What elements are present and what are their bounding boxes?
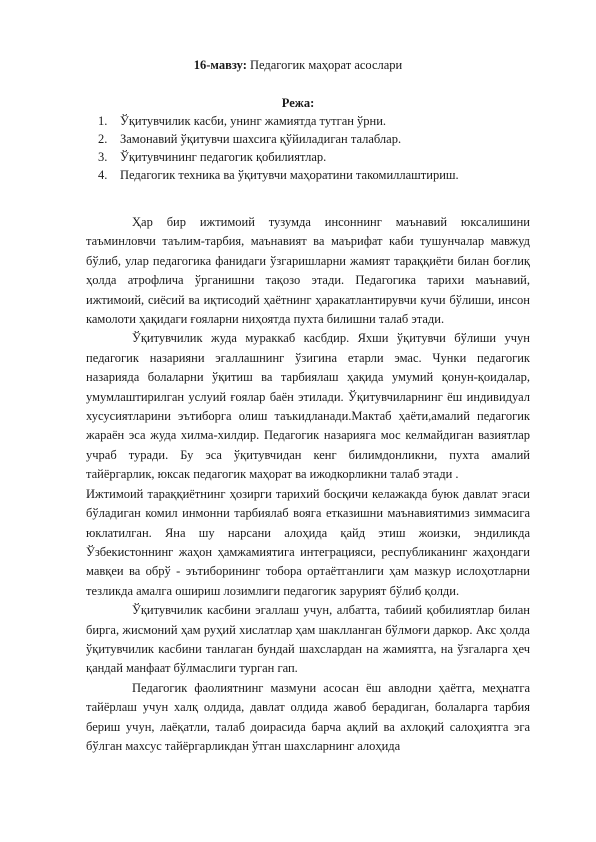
- plan-item-text: Педагогик техника ва ўқитувчи маҳоратини такомиллаштириш.: [120, 168, 459, 182]
- topic-number: 16-мавзу:: [193, 58, 247, 72]
- plan-item-number: 4.: [98, 168, 108, 182]
- plan-item: [86, 112, 546, 130]
- plan-item-number: 3.: [98, 150, 108, 164]
- body-text: [86, 213, 530, 756]
- plan-item-text: Замонавий ўқитувчи шахсига қўйиладиган талаблар.: [120, 132, 402, 146]
- plan-list: [86, 112, 546, 184]
- paragraph: Ўқитувчилик жуда мураккаб касбдир. Яхши ўқитувчи бўлиши учун педагогик назарияни эгаллашнинг ўзигина етарли эмас. Чунки педагогик назарияда болаларни ўқитиш ва тарбиялаш ҳақида умумий қонун-қоидалар, умумлаштирилган услуий ғоялар баён этилади. Ўқитувчиларнинг ёш индивидуал хусусиятларини эътиборга олиш таъкидланади.Мактаб ҳаёти,амалий педагогик жараён эса жуда хилма-хилдир. Педагогик назарияга мос келмайдиган вазиятлар учраб туради. Бу эса ўқитувчидан кенг билимдонликни, пухта амалий тайёргарлик, юксак педагогик маҳорат ва ижодкорликни талаб этади .: [86, 331, 530, 482]
- paragraph: Педагогик фаолиятнинг мазмуни асосан ёш авлодни ҳаётга, меҳнатга тайёрлаш учун халқ олдида, давлат олдида жавоб берадиган, болаларга тарбия бериш учун, лаёқатли, талаб доирасида барча ақлий ва ахлоқий салоҳиятга эга бўлган махсус тайёргарликдан ўтган шахсларнинг алоҳида: [86, 680, 530, 753]
- plan-item: [86, 130, 546, 148]
- page-title: [0, 58, 596, 73]
- topic-title: Педагогик маҳорат асослари: [246, 58, 403, 72]
- plan-heading: Режа:: [281, 96, 315, 110]
- plan-item-number: 1.: [98, 114, 108, 128]
- plan-item-text: Ўқитувчилик касби, унинг жамиятда тутган ўрни.: [120, 114, 387, 128]
- plan-item-text: Ўқитувчининг педагогик қобилиятлар.: [120, 150, 327, 164]
- paragraph: Ҳар бир ижтимоий тузумда инсоннинг маънавий юксалишини таъминловчи таълим-тарбия, маънавият ва маърифат каби тушунчалар мавжуд бўлиб, улар педагогика фанидаги ўзгаришларни жамият тараққиёти билан боғлиқ ҳолда атрофлича ўрганишни тақозо этади. Педагогика тарихи маънавий, ижтимоий, сиёсий ва иқтисодий ҳаётнинг ҳаракатлантирувчи кучи бўлиши, инсон камолоти ҳақидаги ғояларни ниҳоятда пухта билишни талаб этади.: [86, 215, 530, 327]
- paragraph: Ўқитувчилик касбини эгаллаш учун, албатта, табиий қобилиятлар билан бирга, жисмоний ҳам руҳий хислатлар ҳам шаклланган бўлмоғи даркор. Акс ҳолда ўқитувчилик касбини танлаган бундай шахслардан на жамиятга, на ўзгаларга ҳеч қандай манфаат бўлмаслиги турган гап.: [86, 603, 530, 676]
- plan-item-number: 2.: [98, 132, 108, 146]
- plan-item: [86, 148, 546, 166]
- plan-item: [86, 166, 546, 184]
- paragraph: Ижтимоий тараққиётнинг ҳозирги тарихий босқичи келажакда буюк давлат эгаси бўладиган комил инмонни тарбиялаб вояга етказишни маънавиятимиз зиммасига юклатилган. Яна шу нарсани алоҳида қайд этиш жоизки, эндиликда Ўзбекистоннинг жаҳон ҳамжамиятига интеграцияси, республиканинг жаҳондаги мавқеи ва обрў - эътиборининг тобора ортаётганлиги ҳам мазкур ислоҳотларни тезликда амалга ошириш лозимлиги педагогик зарурият бўлиб қолди.: [86, 486, 530, 598]
